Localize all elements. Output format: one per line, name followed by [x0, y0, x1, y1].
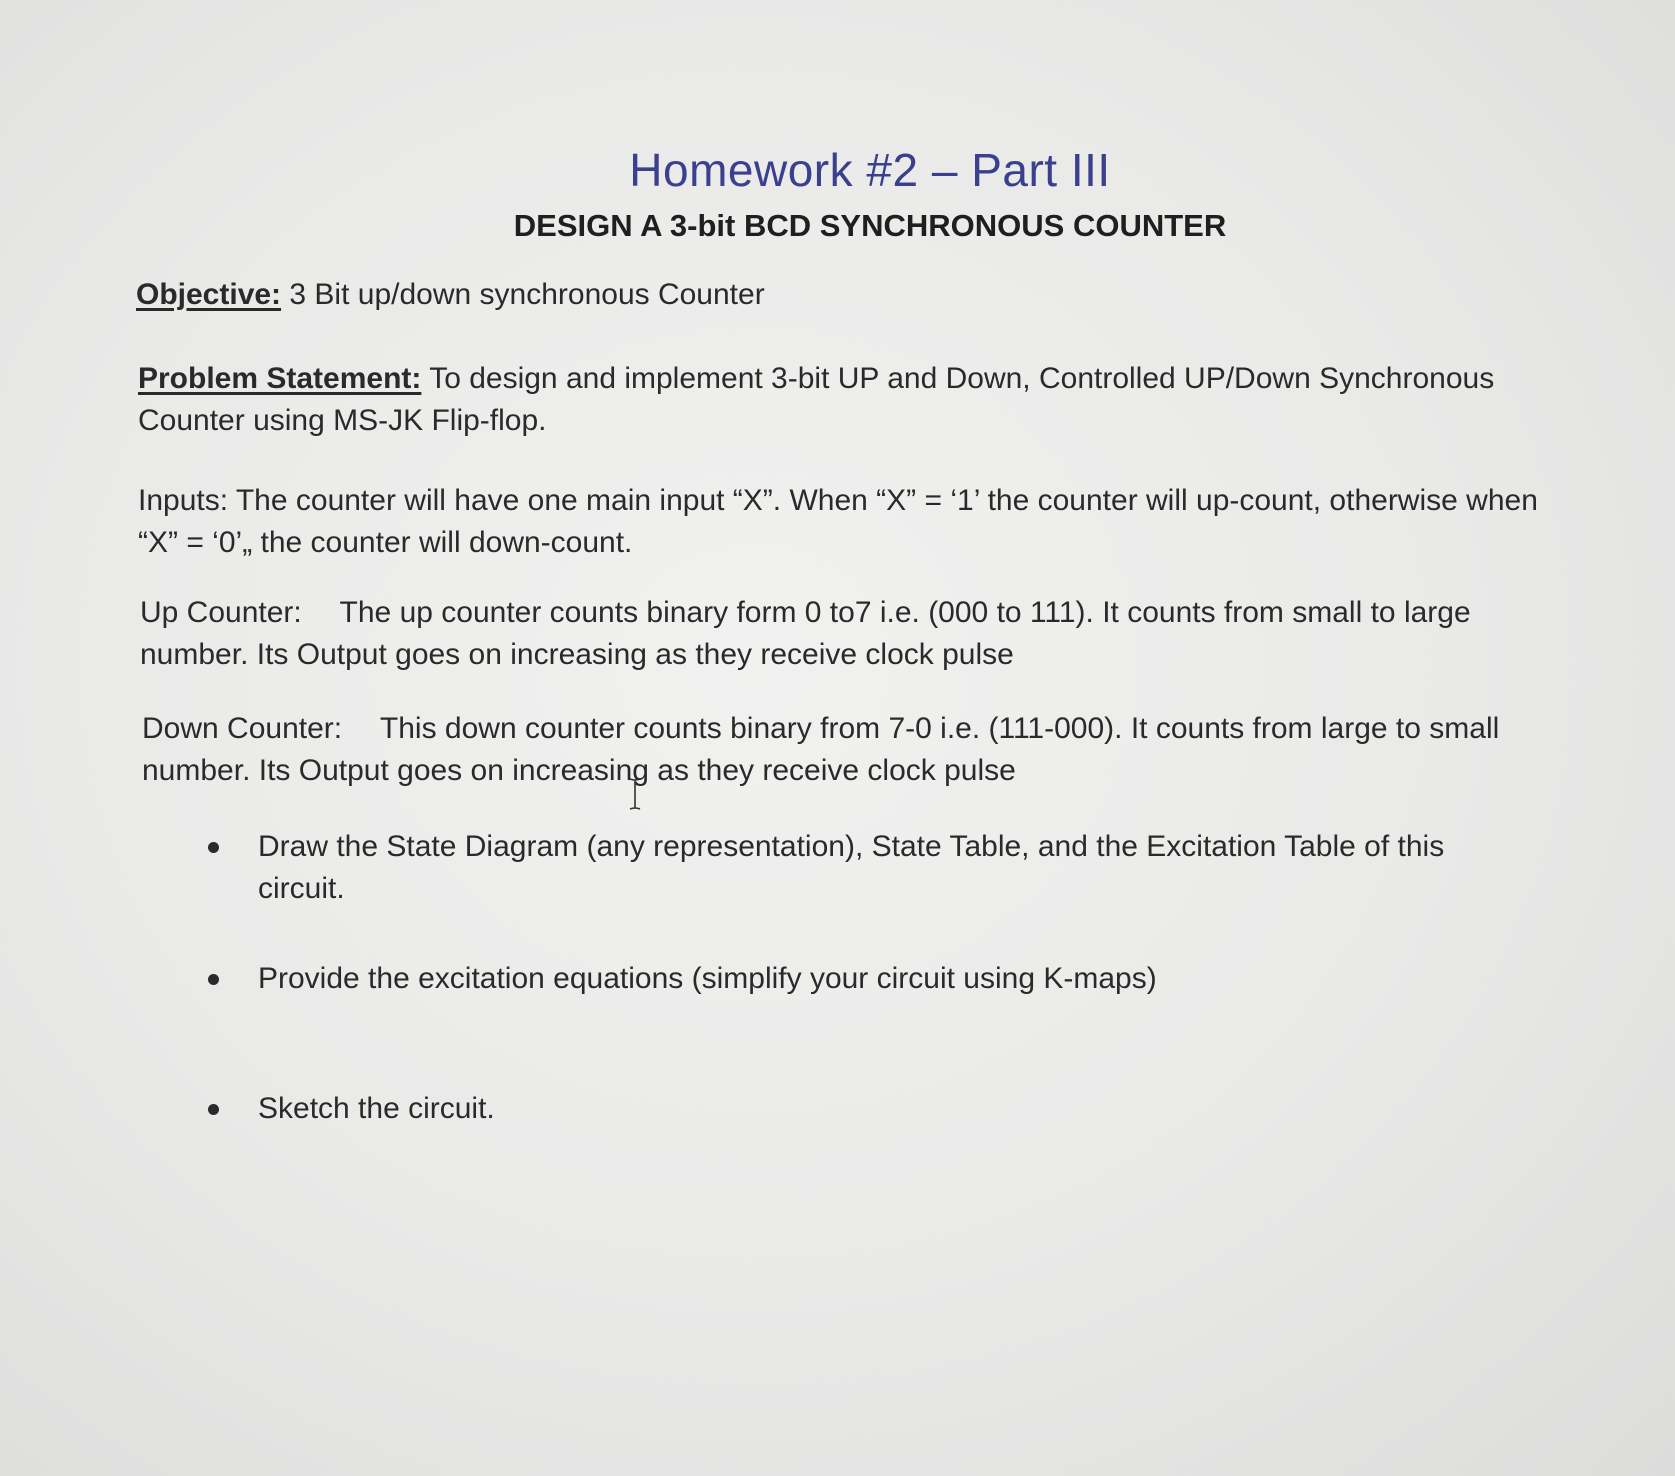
- down-counter-text: This down counter counts binary from 7-0 i.e. (111-000). It counts from large to small number. Its Output goes on increasing as they receive clock pulse: [142, 712, 1500, 787]
- task-text: Draw the State Diagram (any representation), State Table, and the Excitation Table of this circuit.: [258, 830, 1445, 905]
- down-counter-paragraph: [142, 708, 1582, 792]
- up-counter-text: The up counter counts binary form 0 to7 i.e. (000 to 111). It counts from small to large number. Its Output goes on increasing as they receive clock pulse: [140, 596, 1471, 671]
- bullet-icon: [208, 1104, 219, 1115]
- up-counter-label: Up Counter:: [140, 596, 302, 629]
- page-subtitle: DESIGN A 3-bit BCD SYNCHRONOUS COUNTER: [513, 208, 1227, 243]
- objective-label: Objective:: [136, 278, 282, 311]
- problem-statement-paragraph: [138, 358, 1578, 442]
- task-text: Provide the excitation equations (simplify your circuit using K-maps): [258, 962, 1157, 995]
- objective-paragraph: [136, 274, 1536, 316]
- bullet-icon: [208, 974, 219, 985]
- problem-statement-label: Problem Statement:: [138, 362, 422, 395]
- up-counter-paragraph: [140, 592, 1580, 676]
- down-counter-label: Down Counter:: [142, 712, 343, 745]
- problem-statement-text: To design and implement 3-bit UP and Down, Controlled UP/Down Synchronous Counter using MS-JK Flip-flop.: [138, 362, 1495, 437]
- text-cursor-icon: [628, 778, 642, 810]
- inputs-paragraph: Inputs: The counter will have one main input “X”. When “X” = ‘1’ the counter will up-count, otherwise when “X” = ‘0’„ the counter will down-count.: [138, 484, 1538, 559]
- page-title: Homework #2 – Part III: [629, 144, 1111, 196]
- objective-text: 3 Bit up/down synchronous Counter: [289, 278, 765, 311]
- bullet-icon: [208, 842, 219, 853]
- task-text: Sketch the circuit.: [258, 1092, 495, 1125]
